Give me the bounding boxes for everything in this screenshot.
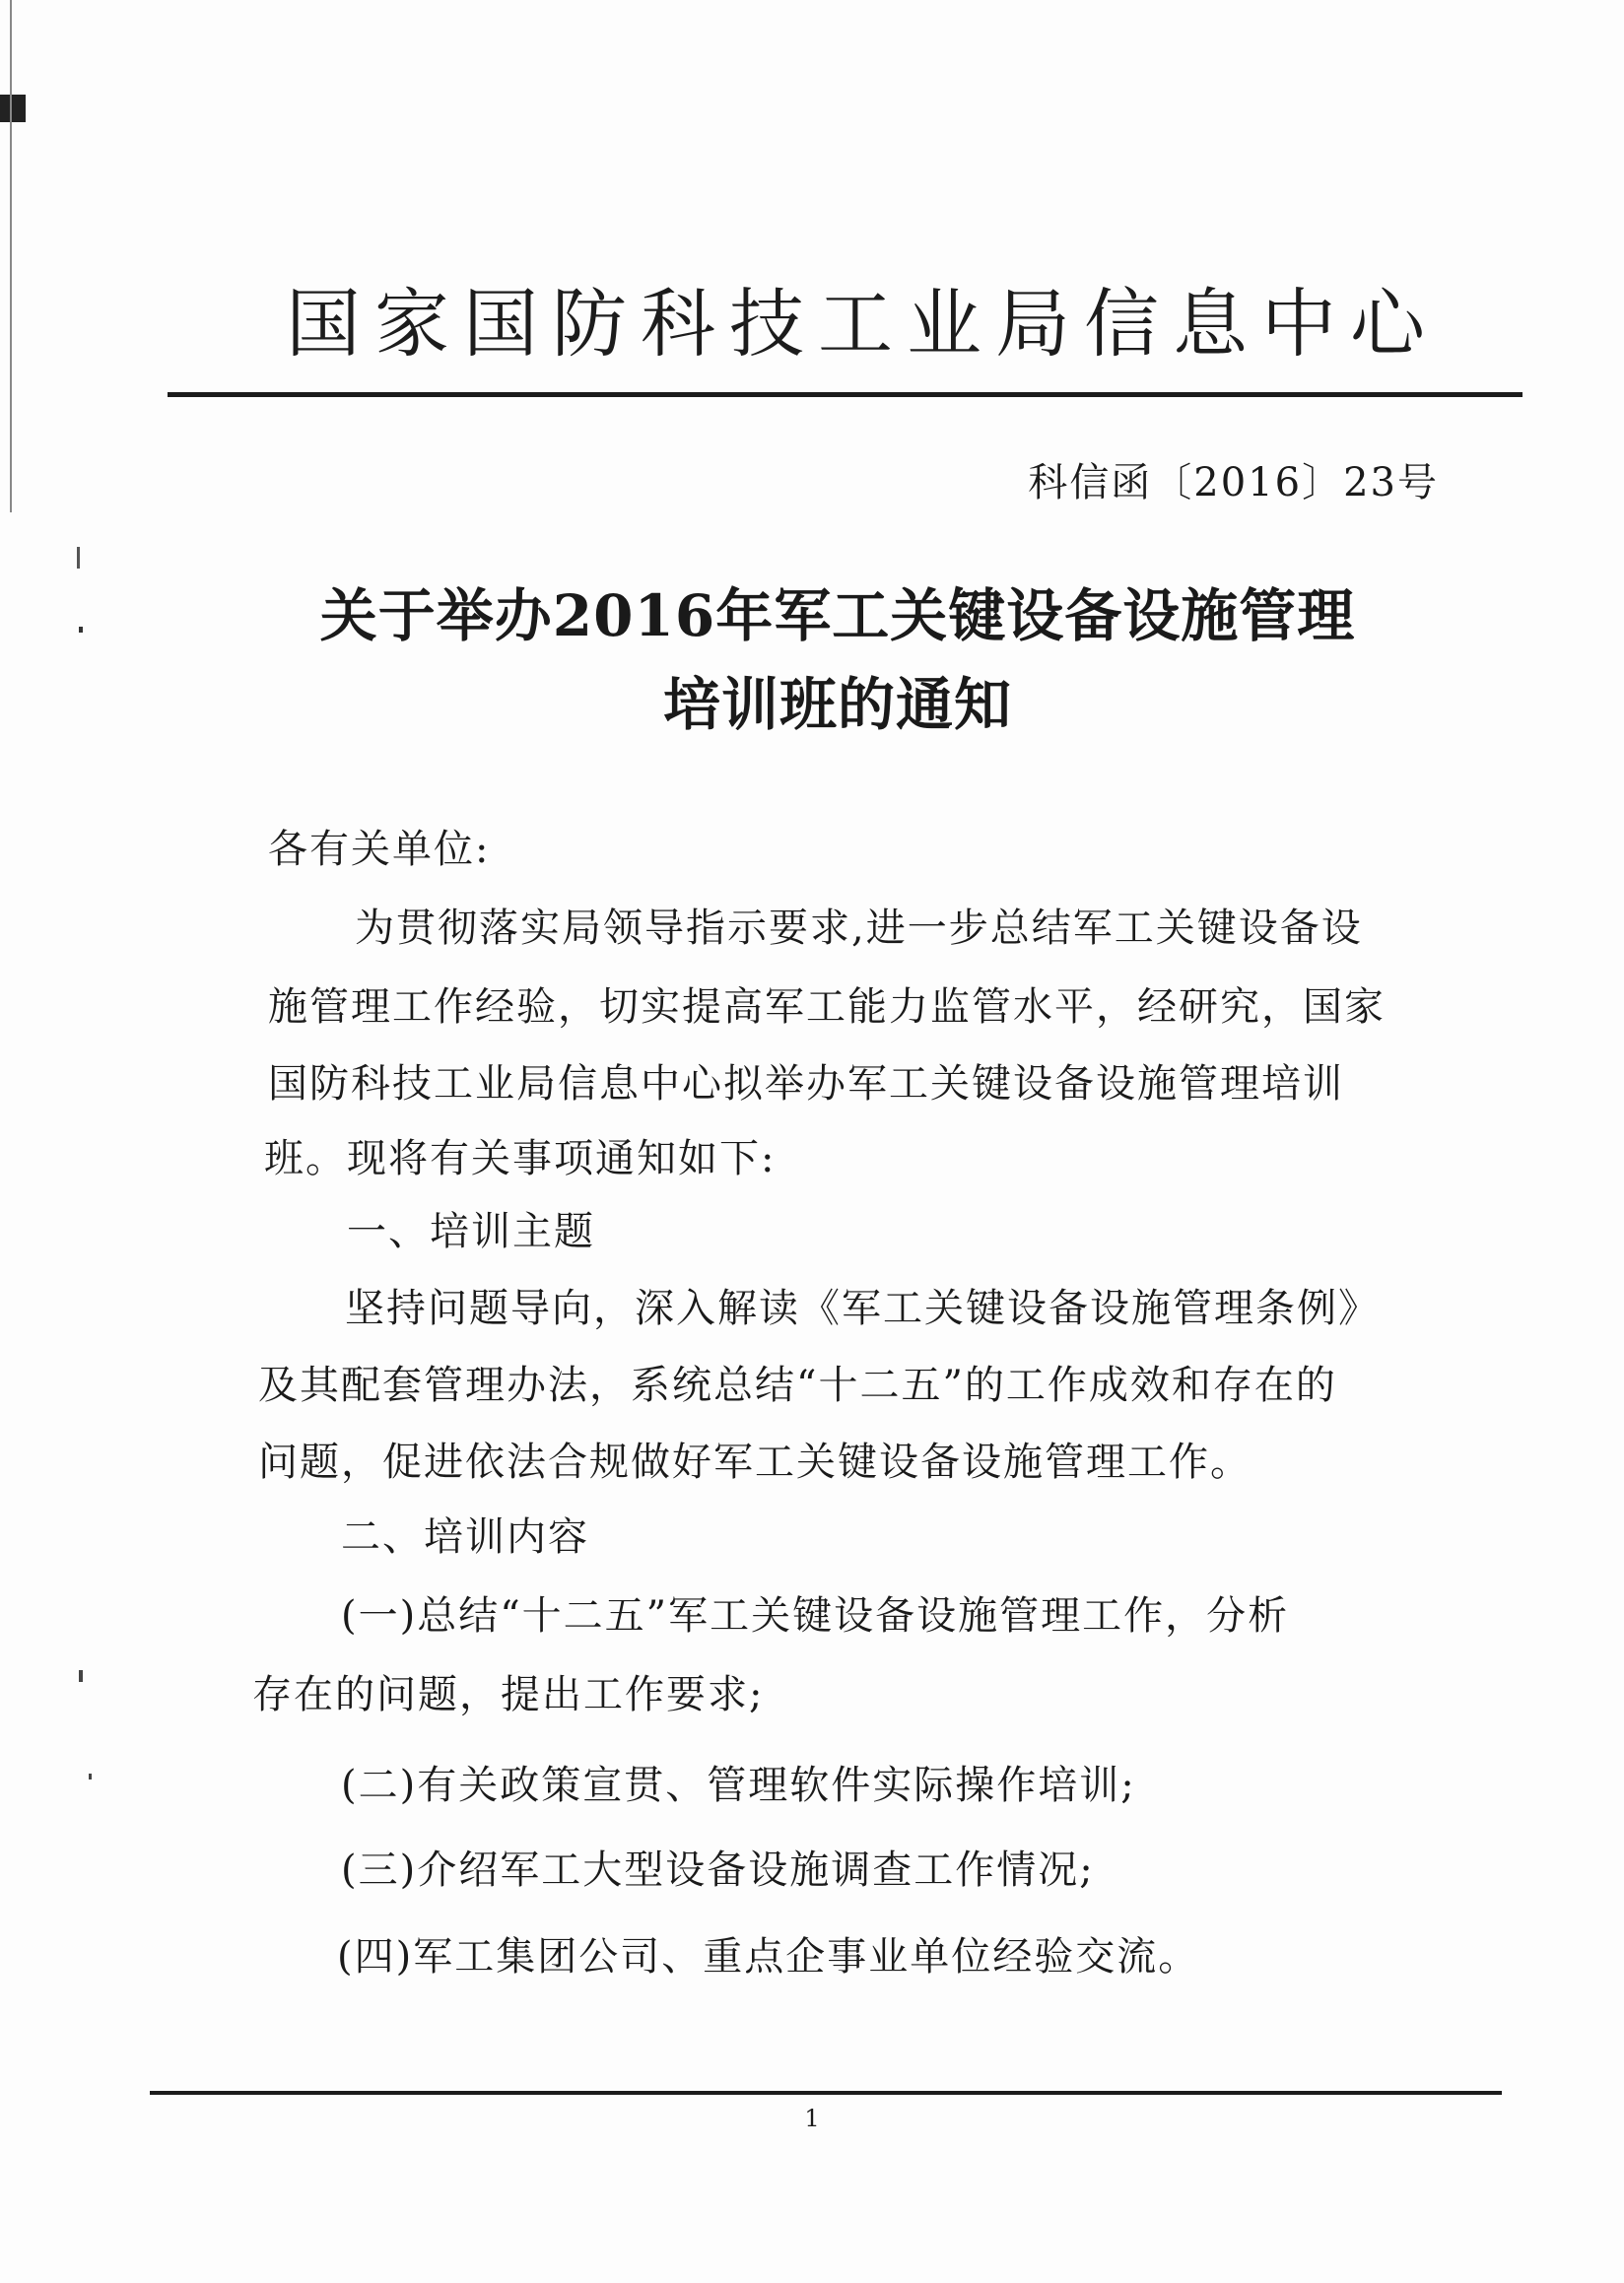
organization-header: 国家国防科技工业局信息中心 xyxy=(286,280,1439,368)
list-item: 存在的问题，提出工作要求; xyxy=(252,1672,765,1717)
intro-paragraph-line: 为贯彻落实局领导指示要求,进一步总结军工关键设备设 xyxy=(355,906,1363,951)
salutation: 各有关单位: xyxy=(268,827,491,872)
document-number: 科信函〔2016〕23号 xyxy=(1028,460,1439,505)
scan-mark xyxy=(89,1774,92,1779)
section-paragraph-line: 坚持问题导向，深入解读《军工关键设备设施管理条例》 xyxy=(345,1286,1380,1331)
section-paragraph-line: 问题，促进依法合规做好军工关键设备设施管理工作。 xyxy=(258,1440,1252,1485)
section-paragraph-line: 及其配套管理办法，系统总结“十二五”的工作成效和存在的 xyxy=(258,1363,1337,1408)
header-divider xyxy=(168,392,1522,397)
list-item: (一)总结“十二五”军工关键设备设施管理工作，分析 xyxy=(341,1593,1290,1639)
intro-paragraph-line: 班。现将有关事项通知如下: xyxy=(264,1136,777,1181)
scan-mark xyxy=(77,547,80,569)
scan-mark xyxy=(0,95,26,122)
list-item: (四)军工集团公司、重点企事业单位经验交流。 xyxy=(337,1934,1200,1980)
scan-mark xyxy=(79,1670,83,1682)
intro-paragraph-line: 施管理工作经验，切实提高军工能力监管水平，经研究，国家 xyxy=(268,984,1386,1030)
scan-mark xyxy=(79,627,83,633)
list-item: (二)有关政策宣贯、管理软件实际操作培训; xyxy=(341,1763,1136,1808)
document-title-line-2: 培训班的通知 xyxy=(662,671,1012,738)
document-title-line-1: 关于举办2016年军工关键设备设施管理 xyxy=(319,582,1356,649)
section-heading: 二、培训内容 xyxy=(341,1514,589,1560)
list-item: (三)介绍军工大型设备设施调查工作情况; xyxy=(341,1847,1095,1893)
scan-mark xyxy=(10,0,12,512)
section-heading: 一、培训主题 xyxy=(347,1209,595,1254)
intro-paragraph-line: 国防科技工业局信息中心拟举办军工关键设备设施管理培训 xyxy=(268,1061,1344,1107)
footer-divider xyxy=(150,2091,1502,2095)
page-number: 1 xyxy=(804,2105,820,2132)
